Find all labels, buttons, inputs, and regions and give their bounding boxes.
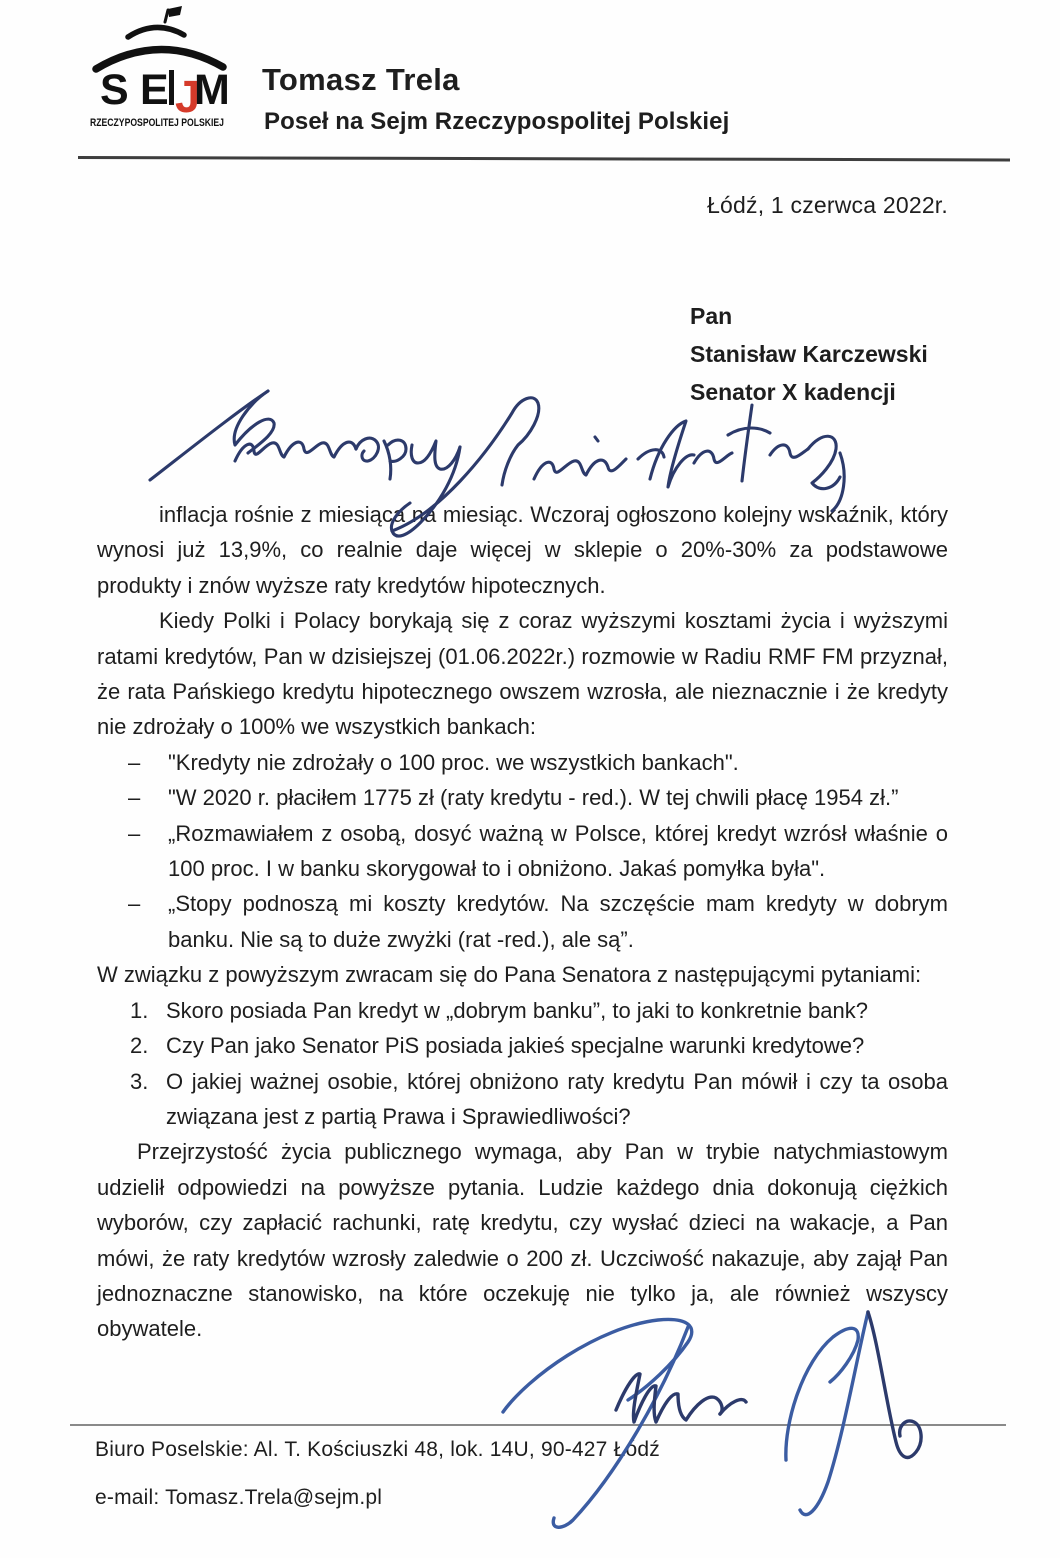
office-address: Biuro Poselskie: Al. T. Kościuszki 48, lok. 14U, 90-427 Łódź	[95, 1438, 660, 1461]
sejm-dome-icon	[96, 6, 223, 69]
bullet-item	[97, 780, 948, 815]
recipient-line: Senator X kadencji	[690, 379, 896, 405]
question-item	[97, 1028, 948, 1063]
sender-role: Poseł na Sejm Rzeczypospolitej Polskiej	[264, 108, 730, 135]
recipient-block	[690, 297, 928, 411]
question-text: O jakiej ważnej osobie, której obniżono raty kredytu Pan mówił i czy ta osoba związana jest z partią Prawa i Sprawiedliwości?	[166, 1068, 948, 1129]
recipient-line: Pan	[690, 303, 733, 329]
paragraph: Przejrzystość życia publicznego wymaga, aby Pan w trybie natychmiastowym udzielił odpowiedzi na powyższe pytania. Ludzie każdego dnia dokonują ciężkich wyborów, czy zapłacić rachunki, ratę kredytu, czy wysłać dzieci na wakacje, a Pan mówi, że raty kredytów wzrosły zaledwie o 200 zł. Uczciwość nakazuje, aby zajął Pan jednoznaczne stanowisko, na które oczekuję nie tylko ja, ale również wszyscy obywatele.	[97, 1139, 948, 1342]
logo-letter-s: S	[100, 66, 129, 114]
paragraph: inflacja rośnie z miesiąca na miesiąc. Wczoraj ogłoszono kolejny wskaźnik, który wynosi już 13,9%, co realnie daje więcej w sklepie o 20%-30% za podstawowe produkty i znów wyższe raty kredytów hipotecznych.	[97, 502, 948, 598]
bullet-text: „Stopy podnoszą mi koszty kredytów. Na szczęście mam kredyty w dobrym banku. Nie są to duże zwyżki (rat -red.), ale są”.	[168, 891, 948, 952]
bullet-dash: –	[128, 891, 141, 917]
dateline: Łódź, 1 czerwca 2022r.	[707, 192, 948, 218]
paragraph: Kiedy Polki i Polacy borykają się z coraz wyższymi kosztami życia i wyższymi ratami kredytów, Pan w dzisiejszej (01.06.2022r.) rozmowie w Radiu RMF FM przyznał, że rata Pańskiego kredytu hipotecznego owszem wzrosła, ale nieznacznie i że kredyty nie zdrożały o 100% we wszystkich bankach:	[97, 608, 948, 740]
footer-divider	[70, 1424, 1006, 1426]
bullet-text: "W 2020 r. płaciłem 1775 zł (raty kredytu - red.). W tej chwili płacę 1954 zł.”	[168, 785, 899, 811]
question-number: 2.	[130, 1033, 149, 1059]
logo-letter-e: E	[140, 66, 169, 114]
bullet-item	[97, 816, 948, 887]
lead-in: W związku z powyższym zwracam się do Pana Senatora z następującymi pytaniami:	[97, 962, 922, 988]
question-item	[97, 993, 948, 1028]
question-text: Czy Pan jako Senator PiS posiada jakieś specjalne warunki kredytowe?	[166, 1033, 865, 1059]
sejm-logo	[88, 6, 256, 136]
bullet-dash: –	[128, 820, 141, 846]
sender-name: Tomasz Trela	[262, 62, 460, 97]
logo-letter-j: J	[175, 71, 201, 122]
logo-subtitle: RZECZYPOSPOLITEJ POLSKIEJ	[90, 117, 224, 129]
logo-letter-m: M	[194, 66, 230, 114]
bullet-text: "Kredyty nie zdrożały o 100 proc. we wszystkich bankach".	[168, 749, 739, 775]
bullet-item	[97, 745, 948, 780]
question-text: Skoro posiada Pan kredyt w „dobrym banku”, to jaki to konkretnie bank?	[166, 997, 868, 1023]
email-address: e-mail: Tomasz.Trela@sejm.pl	[95, 1486, 383, 1509]
bullet-dash: –	[128, 785, 141, 811]
question-number: 1.	[130, 997, 149, 1023]
bullet-item	[97, 886, 948, 957]
recipient-line: Stanisław Karczewski	[690, 341, 928, 367]
question-number: 3.	[130, 1068, 149, 1094]
bullet-text: „Rozmawiałem z osobą, dosyć ważną w Polsce, której kredyt wzrósł właśnie o 100 proc. I w banku skorygował to i obniżono. Jakaś pomyłka była".	[168, 820, 948, 882]
header-divider	[78, 156, 1010, 161]
flag-icon	[168, 6, 182, 17]
logo-bar	[169, 70, 174, 105]
bullet-dash: –	[128, 749, 141, 775]
question-item	[97, 1064, 948, 1135]
letter-body	[97, 497, 948, 1347]
